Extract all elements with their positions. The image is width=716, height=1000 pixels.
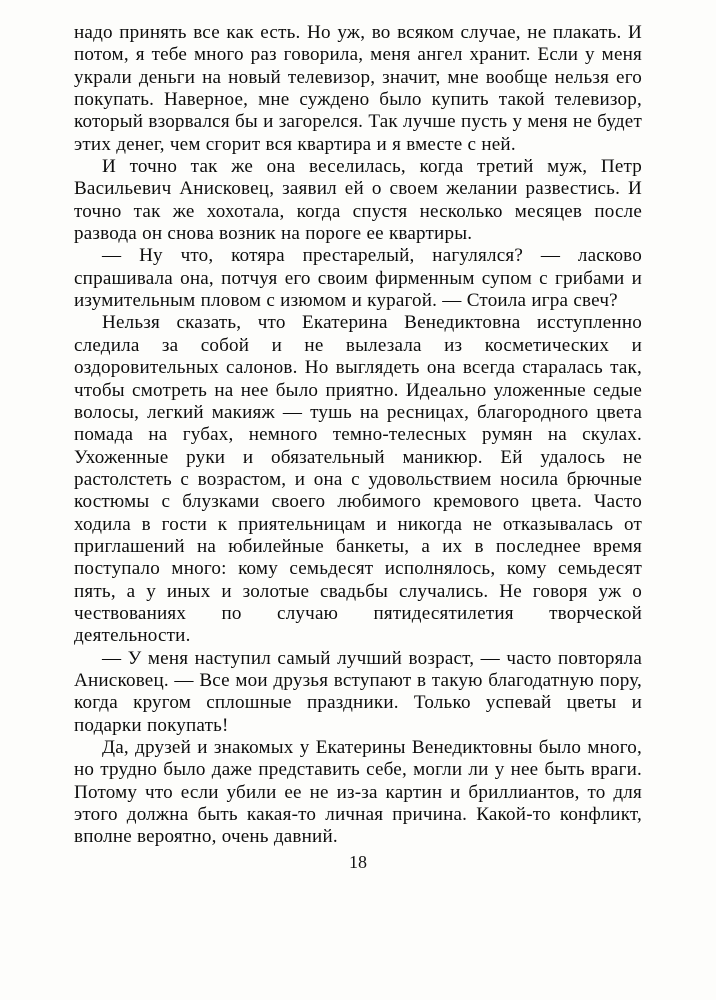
paragraph: И точно так же она веселилась, когда третий муж, Петр Васильевич Анисковец, заявил ей о своем желании развестись. И точно так же хохотала, когда спустя несколько месяцев после развода он снова возник на пороге ее квартиры. bbox=[74, 156, 642, 245]
paragraph: Нельзя сказать, что Екатерина Венедиктовна исступленно следила за собой и не вылезала из косметических и оздоровительных салонов. Но выглядеть она всегда старалась так, чтобы смотреть на нее было приятно. Идеально уложенные седые волосы, легкий макияж — тушь на ресницах, благородного цвета помада на губах, немного темно-телесных румян на скулах. Ухоженные руки и обязательный маникюр. Ей удалось не растолстеть с возрастом, и она с удовольствием носила брючные костюмы с блузками своего любимого кремового цвета. Часто ходила в гости к приятельницам и никогда не отказывалась от приглашений на юбилейные банкеты, а их в последнее время поступало много: кому семьдесят исполнялось, кому семьдесят пять, а у иных и золотые свадьбы случались. Не говоря уж о чествованиях по случаю пятидесятилетия творческой деятельности. bbox=[74, 312, 642, 647]
paragraph: — У меня наступил самый лучший возраст, — часто повторяла Анисковец. — Все мои друзья вступают в такую благодатную пору, когда кругом сплошные праздники. Только успевай цветы и подарки покупать! bbox=[74, 647, 642, 736]
paragraph: — Ну что, котяра престарелый, нагулялся? — ласково спрашивала она, потчуя его своим фирменным супом с грибами и изумительным пловом с изюмом и курагой. — Стоила игра свеч? bbox=[74, 245, 642, 312]
page-text-column bbox=[74, 22, 642, 849]
paragraph: Да, друзей и знакомых у Екатерины Венедиктовны было много, но трудно было даже представить себе, могли ли у нее быть враги. Потому что если убили ее не из-за картин и бриллиантов, то для этого должна быть какая-то личная причина. Какой-то конфликт, вполне вероятно, очень давний. bbox=[74, 737, 642, 848]
paragraph: надо принять все как есть. Но уж, во всяком случае, не плакать. И потом, я тебе много раз говорила, меня ангел хранит. Если у меня украли деньги на новый телевизор, значит, мне вообще нельзя его покупать. Наверное, мне суждено было купить такой телевизор, который взорвался бы и загорелся. Так лучше пусть у меня не будет этих денег, чем сгорит вся квартира и я вместе с ней. bbox=[74, 22, 642, 155]
page-number: 18 bbox=[349, 852, 367, 872]
